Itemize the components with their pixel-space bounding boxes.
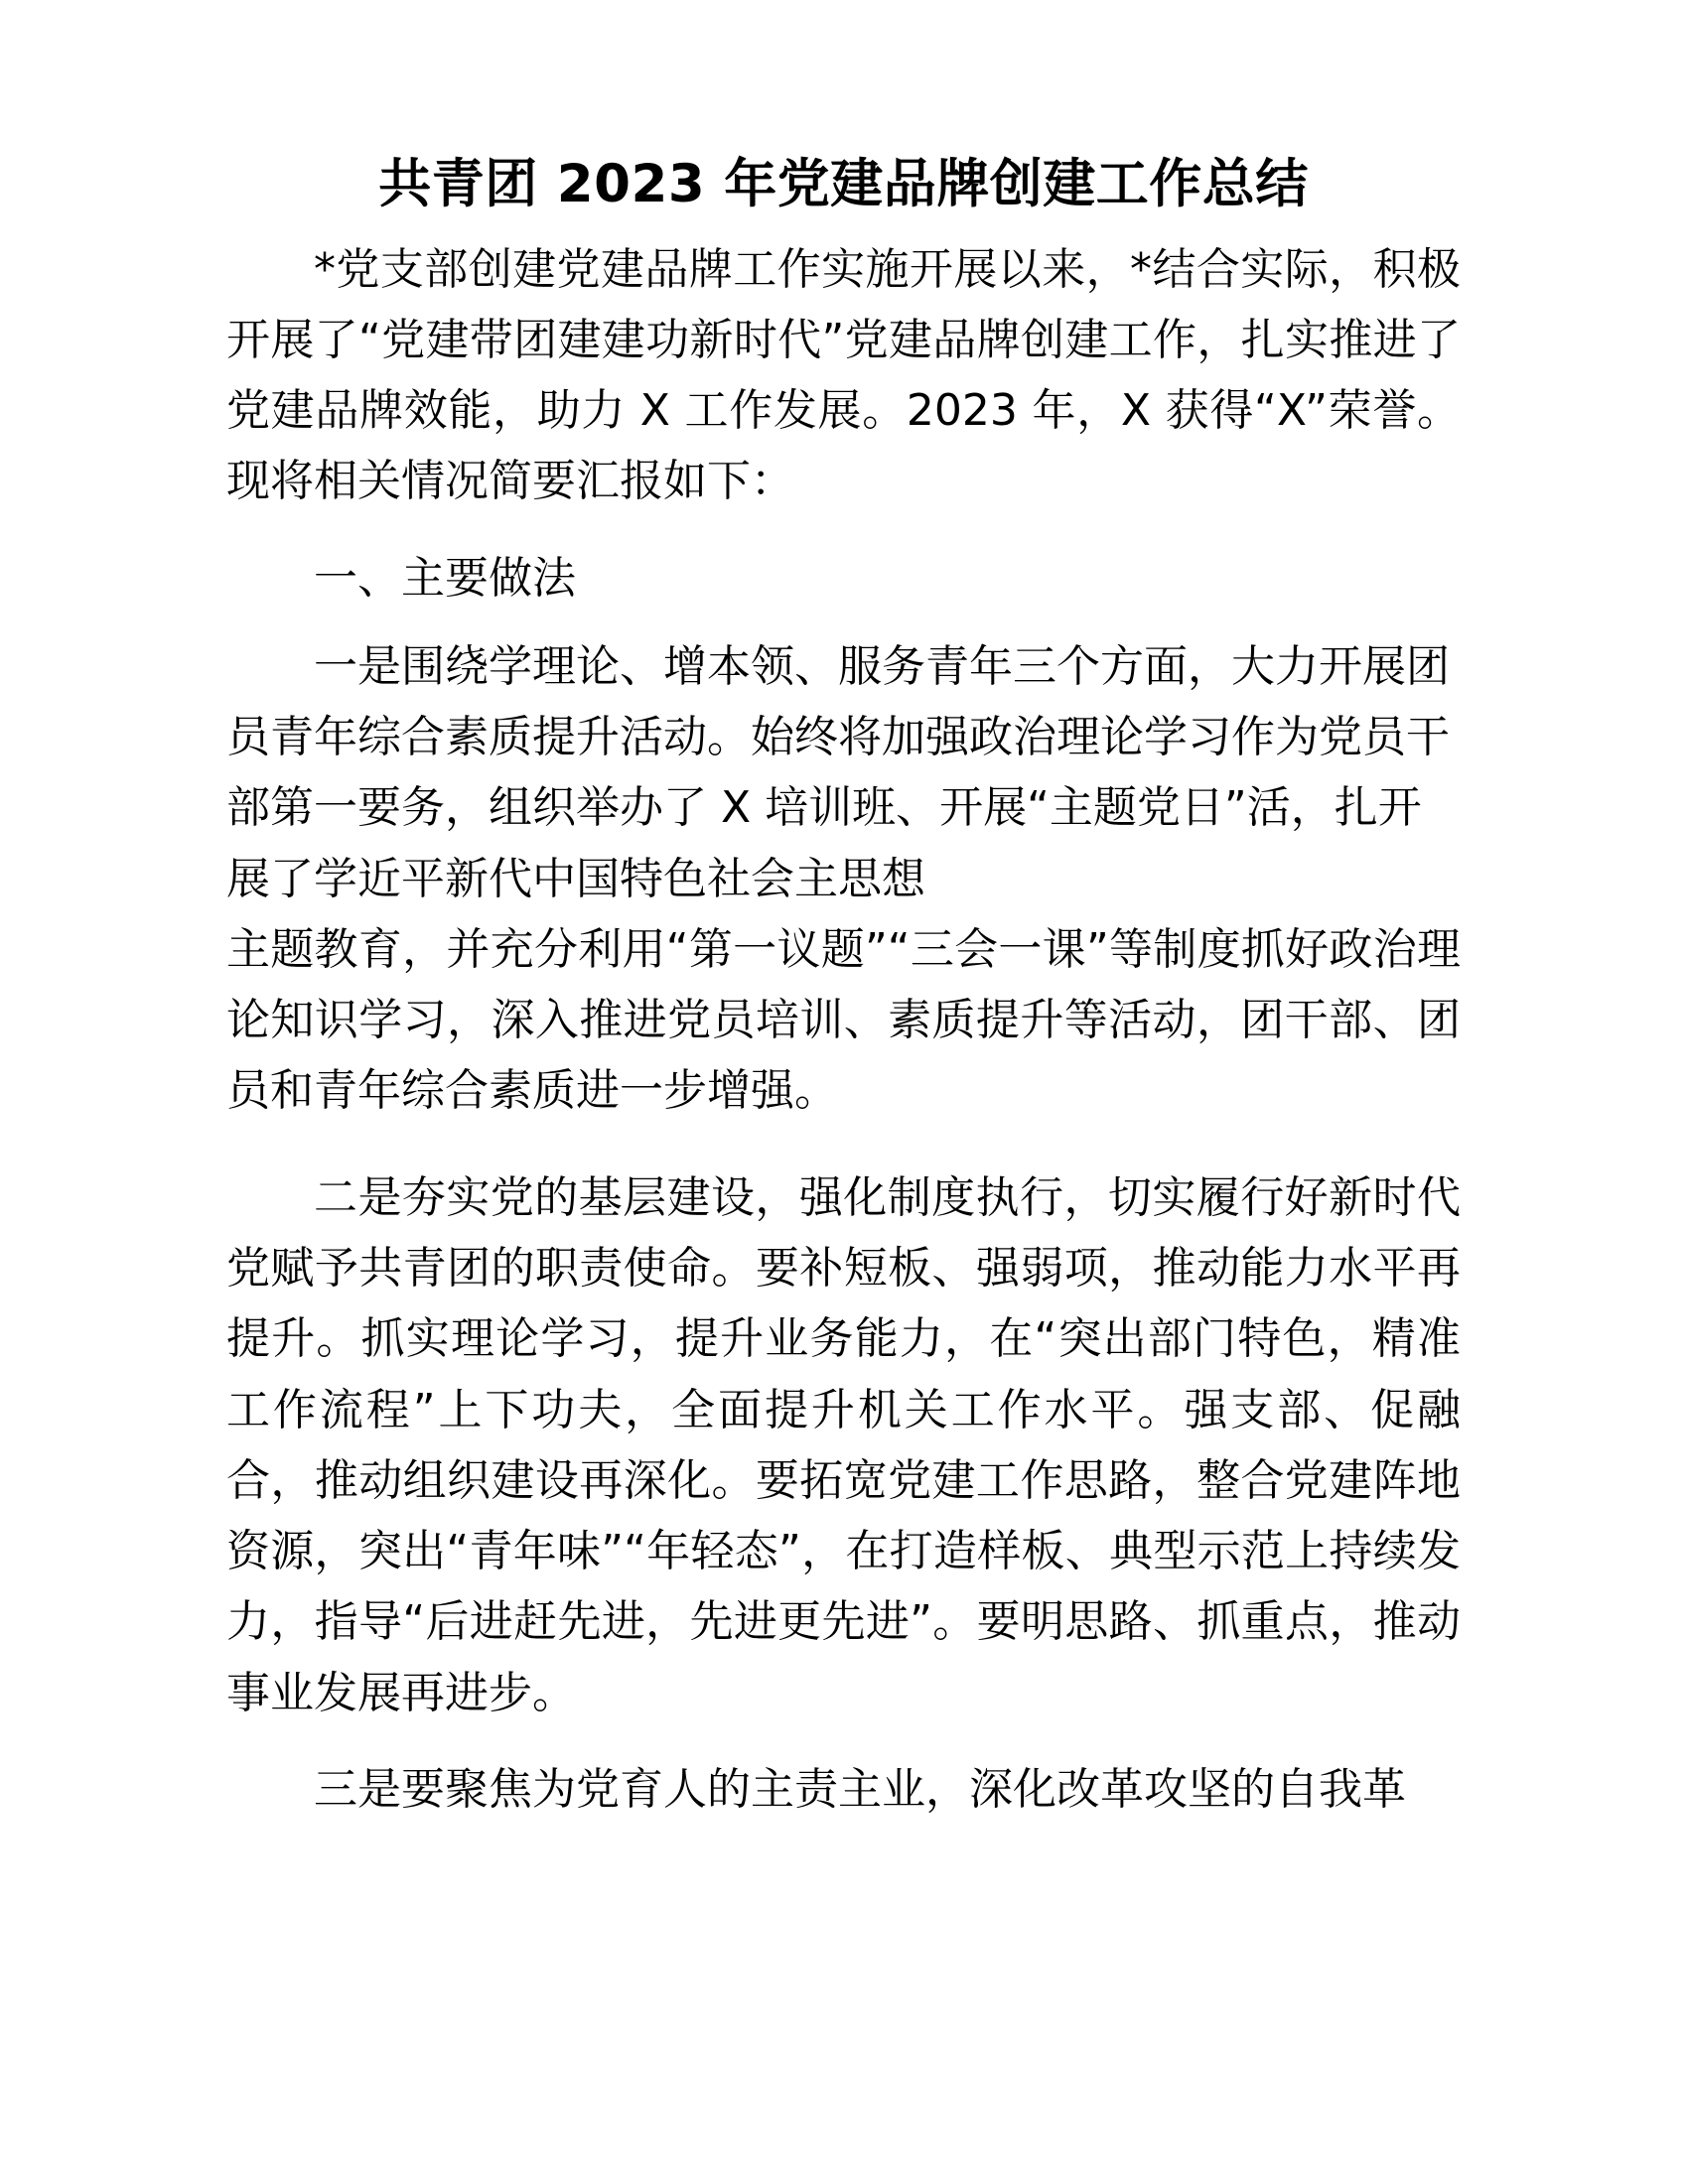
page-title: 共青团 2023 年党建品牌创建工作总结 <box>378 154 1309 214</box>
paragraph-spacer <box>226 1734 1461 1754</box>
paragraph-spacer <box>226 523 1461 543</box>
paragraph-point-three: 三是要聚焦为党育人的主责主业，深化改革攻坚的自我革 <box>314 1763 1406 1815</box>
document-body <box>226 149 1461 1831</box>
paragraph-intro: *党支部创建党建品牌工作实施开展以来，*结合实际，积极开展了“党建带团建建功新时代”党建品牌创建工作，扎实推进了党建品牌效能，助力 X 工作发展。2023 年，X 获得“X”荣誉。现将相关情况简要汇报如下： <box>226 243 1461 507</box>
paragraph-point-one-part-a: 一是围绕学理论、增本领、服务青年三个方面，大力开展团员青年综合素质提升活动。始终将加强政治理论学习作为党员干部第一要务，组织举办了 X 培训班、开展“主题党日”活，扎开展了学近平新代中国特色社会主思想 <box>226 640 1450 904</box>
paragraph-spacer <box>226 1133 1461 1162</box>
paragraph-point-one-part-b: 主题教育，并充分利用“第一议题”“三会一课”等制度抓好政治理论知识学习，深入推进党员培训、素质提升等活动，团干部、团员和青年综合素质进一步增强。 <box>226 923 1461 1117</box>
section-heading-one: 一、主要做法 <box>314 552 576 604</box>
paragraph-point-two: 二是夯实党的基层建设，强化制度执行，切实履行好新时代党赋予共青团的职责使命。要补短板、强弱项，推动能力水平再提升。抓实理论学习，提升业务能力，在“突出部门特色，精准工作流程”上下功夫，全面提升机关工作水平。强支部、促融合，推动组织建设再深化。要拓宽党建工作思路，整合党建阵地资源，突出“青年味”“年轻态”，在打造样板、典型示范上持续发力，指导“后进赶先进，先进更先进”。要明思路、抓重点，推动事业发展再进步。 <box>226 1171 1461 1718</box>
